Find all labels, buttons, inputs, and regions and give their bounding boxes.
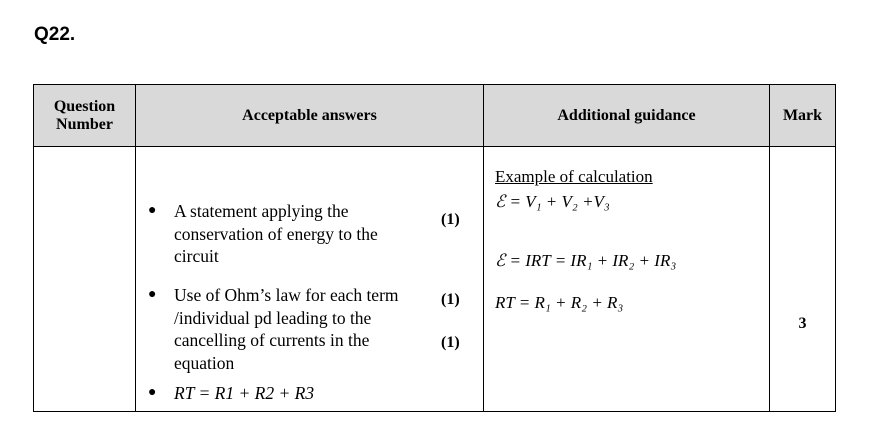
answer-text: Use of Ohm’s law for each term /individual pd leading to the cancelling of currents in the equation bbox=[174, 285, 399, 373]
question-label: Q22. bbox=[34, 24, 76, 45]
header-additional-guidance: Additional guidance bbox=[484, 85, 770, 147]
bullet-icon: ● bbox=[148, 287, 157, 302]
header-mark: Mark bbox=[770, 85, 836, 147]
answer-mark: (1) bbox=[441, 291, 460, 308]
header-question-number: Question Number bbox=[34, 85, 136, 147]
answer-mark: (1) bbox=[441, 211, 460, 228]
additional-guidance-cell bbox=[484, 147, 770, 412]
header-row bbox=[34, 85, 836, 147]
guidance-line-2: ℰ = IRT = IR₁ + IR₂ + IR₃ bbox=[495, 251, 677, 270]
guidance-line-3: RT = R₁ + R₂ + R₃ bbox=[495, 293, 624, 312]
acceptable-answers-cell bbox=[136, 147, 484, 412]
question-number-cell bbox=[34, 147, 136, 412]
bullet-icon: ● bbox=[148, 203, 157, 218]
header-acceptable-answers: Acceptable answers bbox=[136, 85, 484, 147]
answer-mark: (1) bbox=[441, 334, 460, 351]
cell-divider bbox=[433, 146, 483, 147]
mark-value: 3 bbox=[798, 315, 807, 332]
answer-row bbox=[34, 147, 836, 412]
answer-text: A statement applying the conservation of energy to the circuit bbox=[174, 201, 378, 266]
answer-text: RT = R1 + R2 + R3 bbox=[174, 383, 315, 403]
guidance-heading: Example of calculation bbox=[495, 167, 653, 186]
mark-cell bbox=[770, 147, 836, 412]
mark-scheme-table bbox=[33, 84, 836, 412]
bullet-icon: ● bbox=[148, 385, 157, 400]
guidance-line-1: ℰ = V₁ + V₂ +V₃ bbox=[495, 192, 610, 211]
